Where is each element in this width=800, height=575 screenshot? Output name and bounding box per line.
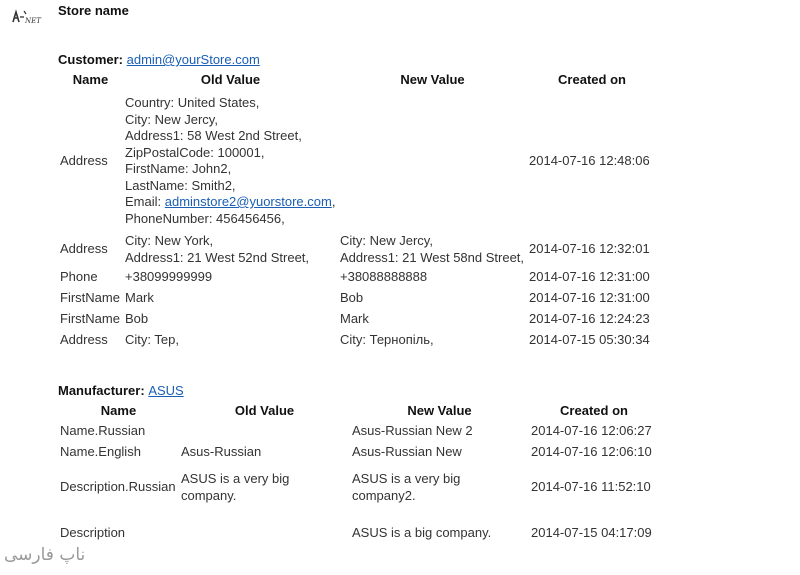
column-header: New Value (407, 403, 472, 418)
old-value (179, 512, 350, 554)
table-row (58, 288, 657, 309)
old-value: City: Tep, (125, 332, 179, 348)
old-value-line: FirstName: John2, (125, 161, 232, 176)
email-prefix: Email: (125, 194, 165, 209)
old-value-line: Country: United States, (125, 95, 260, 110)
old-value-line: City: New York, (125, 233, 214, 248)
old-value: Bob (125, 311, 149, 327)
created-on: 2014-07-16 12:06:27 (531, 423, 652, 439)
old-value-line: Address1: 58 West 2nd Street, (125, 128, 302, 143)
field-name: Name.English (60, 444, 141, 460)
table-header-row (58, 69, 657, 90)
field-name: Address (60, 152, 108, 168)
old-value (123, 232, 338, 267)
new-value-line: Address1: 21 West 58nd Street, (340, 249, 525, 265)
store-name: Store name (58, 3, 129, 18)
new-value: Asus-Russian New (352, 444, 462, 460)
old-value: +38099999999 (125, 269, 213, 285)
table-row (58, 512, 659, 554)
table-row (58, 90, 657, 232)
manufacturer-section-title (58, 383, 184, 398)
old-value-line: PhoneNumber: 456456456, (125, 210, 285, 226)
column-header: Old Value (234, 403, 295, 418)
created-on: 2014-07-15 04:17:09 (531, 524, 652, 540)
table-header-row (58, 400, 659, 421)
old-value-line: LastName: Smith2, (125, 177, 236, 193)
old-value-line: ZipPostalCode: 100001, (125, 144, 265, 160)
table-row (58, 421, 659, 442)
table-row (58, 309, 657, 330)
manufacturer-changes-table (58, 400, 659, 554)
watermark-text: ناپ فارسی (4, 545, 86, 565)
table-row (58, 442, 659, 463)
table-row (58, 463, 659, 512)
created-on: 2014-07-15 05:30:34 (529, 332, 650, 348)
new-value: ASUS is a big company. (352, 524, 492, 540)
field-name: Address (60, 241, 108, 257)
field-name: Address (60, 332, 108, 348)
manufacturer-label: Manufacturer: (58, 383, 145, 398)
created-on: 2014-07-16 11:52:10 (531, 479, 651, 495)
field-name: FirstName (60, 311, 120, 327)
store-logo-icon (10, 8, 46, 26)
created-on: 2014-07-16 12:06:10 (531, 444, 652, 460)
table-row (58, 267, 657, 288)
column-header: Name (72, 72, 109, 87)
customer-email-link[interactable]: admin@yourStore.com (126, 52, 260, 67)
created-on: 2014-07-16 12:48:06 (529, 152, 650, 168)
created-on: 2014-07-16 12:32:01 (529, 241, 650, 257)
old-value-email-line (125, 194, 336, 211)
new-value: Mark (340, 311, 369, 327)
old-value: Asus-Russian (181, 444, 262, 460)
field-name: Description.Russian (60, 479, 176, 495)
field-name: Name.Russian (60, 423, 146, 439)
old-value-line: City: New Jercy, (125, 111, 218, 127)
table-row (58, 232, 657, 267)
created-on: 2014-07-16 12:31:00 (529, 269, 650, 285)
created-on: 2014-07-16 12:24:23 (529, 311, 650, 327)
table-row (58, 330, 657, 351)
customer-section-title (58, 52, 260, 67)
manufacturer-link[interactable]: ASUS (148, 383, 184, 398)
email-suffix: , (331, 194, 336, 209)
customer-changes-table (58, 69, 657, 351)
field-name: FirstName (60, 290, 120, 306)
new-value (338, 232, 527, 267)
field-name: Phone (60, 269, 98, 285)
svg-text:NET: NET (25, 17, 41, 25)
new-value: +38088888888 (340, 269, 428, 285)
old-value (179, 421, 350, 442)
old-value-line: Address1: 21 West 52nd Street, (125, 249, 310, 265)
new-value: Bob (340, 290, 364, 306)
created-on: 2014-07-16 12:31:00 (529, 290, 650, 306)
column-header: New Value (400, 72, 465, 87)
column-header: Name (100, 403, 137, 418)
old-value: ASUS is a very big company. (181, 471, 290, 503)
old-email-link[interactable]: adminstore2@yuorstore.com (164, 194, 332, 209)
field-name: Description (60, 524, 126, 540)
column-header: Created on (558, 72, 626, 87)
new-value: City: Тернопіль, (340, 332, 434, 348)
old-value (123, 90, 338, 232)
old-value: Mark (125, 290, 154, 306)
customer-label: Customer: (58, 52, 124, 67)
column-header: Old Value (200, 72, 261, 87)
new-value: Asus-Russian New 2 (352, 423, 473, 439)
column-header: Created on (560, 403, 628, 418)
new-value: ASUS is a very big company2. (352, 471, 461, 503)
new-value-line: City: New Jercy, (340, 233, 433, 248)
new-value (338, 90, 527, 232)
